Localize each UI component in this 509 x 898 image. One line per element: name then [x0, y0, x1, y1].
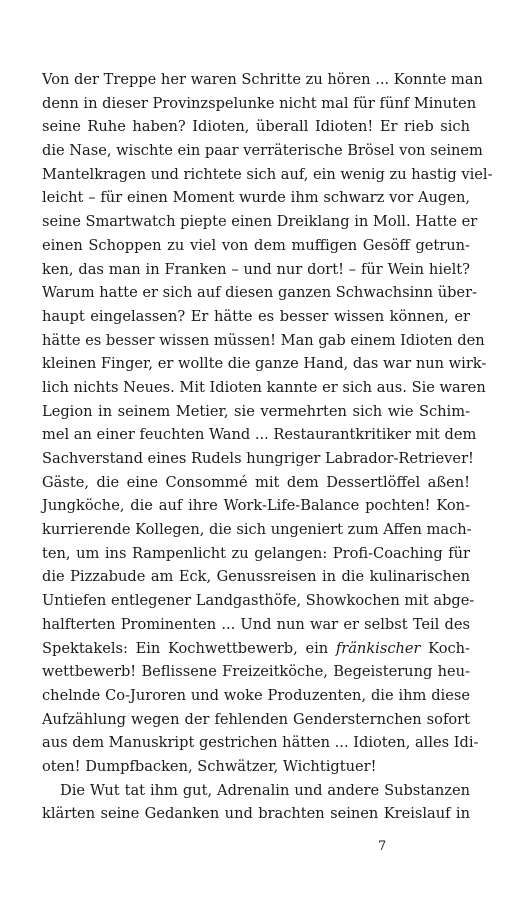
- text-line: Von der Treppe her waren Schritte zu hören ... Konnte man: [42, 71, 483, 88]
- text-line: denn in dieser Provinzspelunke nicht mal für fünf Minuten: [42, 94, 477, 112]
- page-number: 7: [378, 839, 387, 854]
- text-line: seine Ruhe haben? Idioten, überall Idioten! Er rieb sich: [42, 118, 470, 136]
- text-line: Aufzählung wegen der fehlenden Gendersternchen sofort: [42, 710, 470, 728]
- paragraph-2: [42, 779, 470, 826]
- text-line: Warum hatte er sich auf diesen ganzen Schwachsinn über-: [42, 284, 477, 302]
- text-line: oten! Dumpfbacken, Schwätzer, Wichtigtuer!: [42, 757, 377, 775]
- text-line: hätte es besser wissen müssen! Man gab einem Idioten den: [42, 331, 485, 349]
- text-line: aus dem Manuskript gestrichen hätten ... Idioten, alles Idi-: [42, 734, 479, 752]
- text-line: haupt eingelassen? Er hätte es besser wissen können, er: [42, 307, 470, 325]
- text-line: kleinen Finger, er wollte die ganze Hand, das war nun wirk-: [42, 355, 487, 373]
- text-line: Untiefen entlegener Landgasthöfe, Showkochen mit abge-: [42, 592, 475, 610]
- text-line: Sachverstand eines Rudels hungriger Labrador-Retriever!: [42, 450, 474, 467]
- text-line: Mantelkragen und richtete sich auf, ein wenig zu hastig viel-: [42, 165, 493, 183]
- text-line: lich nichts Neues. Mit Idioten kannte er sich aus. Sie waren: [42, 378, 486, 396]
- text-line: mel an einer feuchten Wand ... Restaurantkritiker mit dem: [42, 426, 477, 444]
- text-line: ken, das man in Franken – und nur dort! – für Wein hielt?: [42, 260, 470, 278]
- text-line: die Pizzabude am Eck, Genussreisen in die kulinarischen: [42, 568, 470, 586]
- text-line: einen Schoppen zu viel von dem muffigen Gesöff getrun-: [42, 236, 470, 254]
- italic-word: fränkischer: [335, 639, 421, 657]
- text-line-with-italic: Spektakels: Ein Kochwettbewerb, ein fränkischer Koch-: [42, 639, 470, 657]
- text-line: halfterten Prominenten ... Und nun war er selbst Teil des: [42, 615, 470, 633]
- text-line: chelnde Co-Juroren und woke Produzenten, die ihm diese: [42, 686, 470, 704]
- text-line: seine Smartwatch piepte einen Dreiklang in Moll. Hatte er: [42, 213, 478, 231]
- paragraph-1: [42, 68, 493, 779]
- body-text: [42, 68, 493, 826]
- text-line: Die Wut tat ihm gut, Adrenalin und andere Substanzen: [60, 781, 470, 799]
- text-line: leicht – für einen Moment wurde ihm schwarz vor Augen,: [42, 189, 470, 207]
- text-line: klärten seine Gedanken und brachten seinen Kreislauf in: [42, 805, 470, 823]
- text-line: kurrierende Kollegen, die sich ungeniert zum Affen mach-: [42, 521, 472, 539]
- text-line: ten, um ins Rampenlicht zu gelangen: Profi-Coaching für: [42, 544, 470, 562]
- text-line: die Nase, wischte ein paar verräterische Brösel von seinem: [42, 142, 483, 160]
- text-line: Gäste, die eine Consommé mit dem Dessertlöffel aßen!: [42, 473, 470, 491]
- text-line: Legion in seinem Metier, sie vermehrten sich wie Schim-: [42, 402, 470, 420]
- text-line: wettbewerb! Beflissene Freizeitköche, Begeisterung heu-: [42, 663, 470, 681]
- text-line: Jungköche, die auf ihre Work-Life-Balance pochten! Kon-: [42, 497, 470, 515]
